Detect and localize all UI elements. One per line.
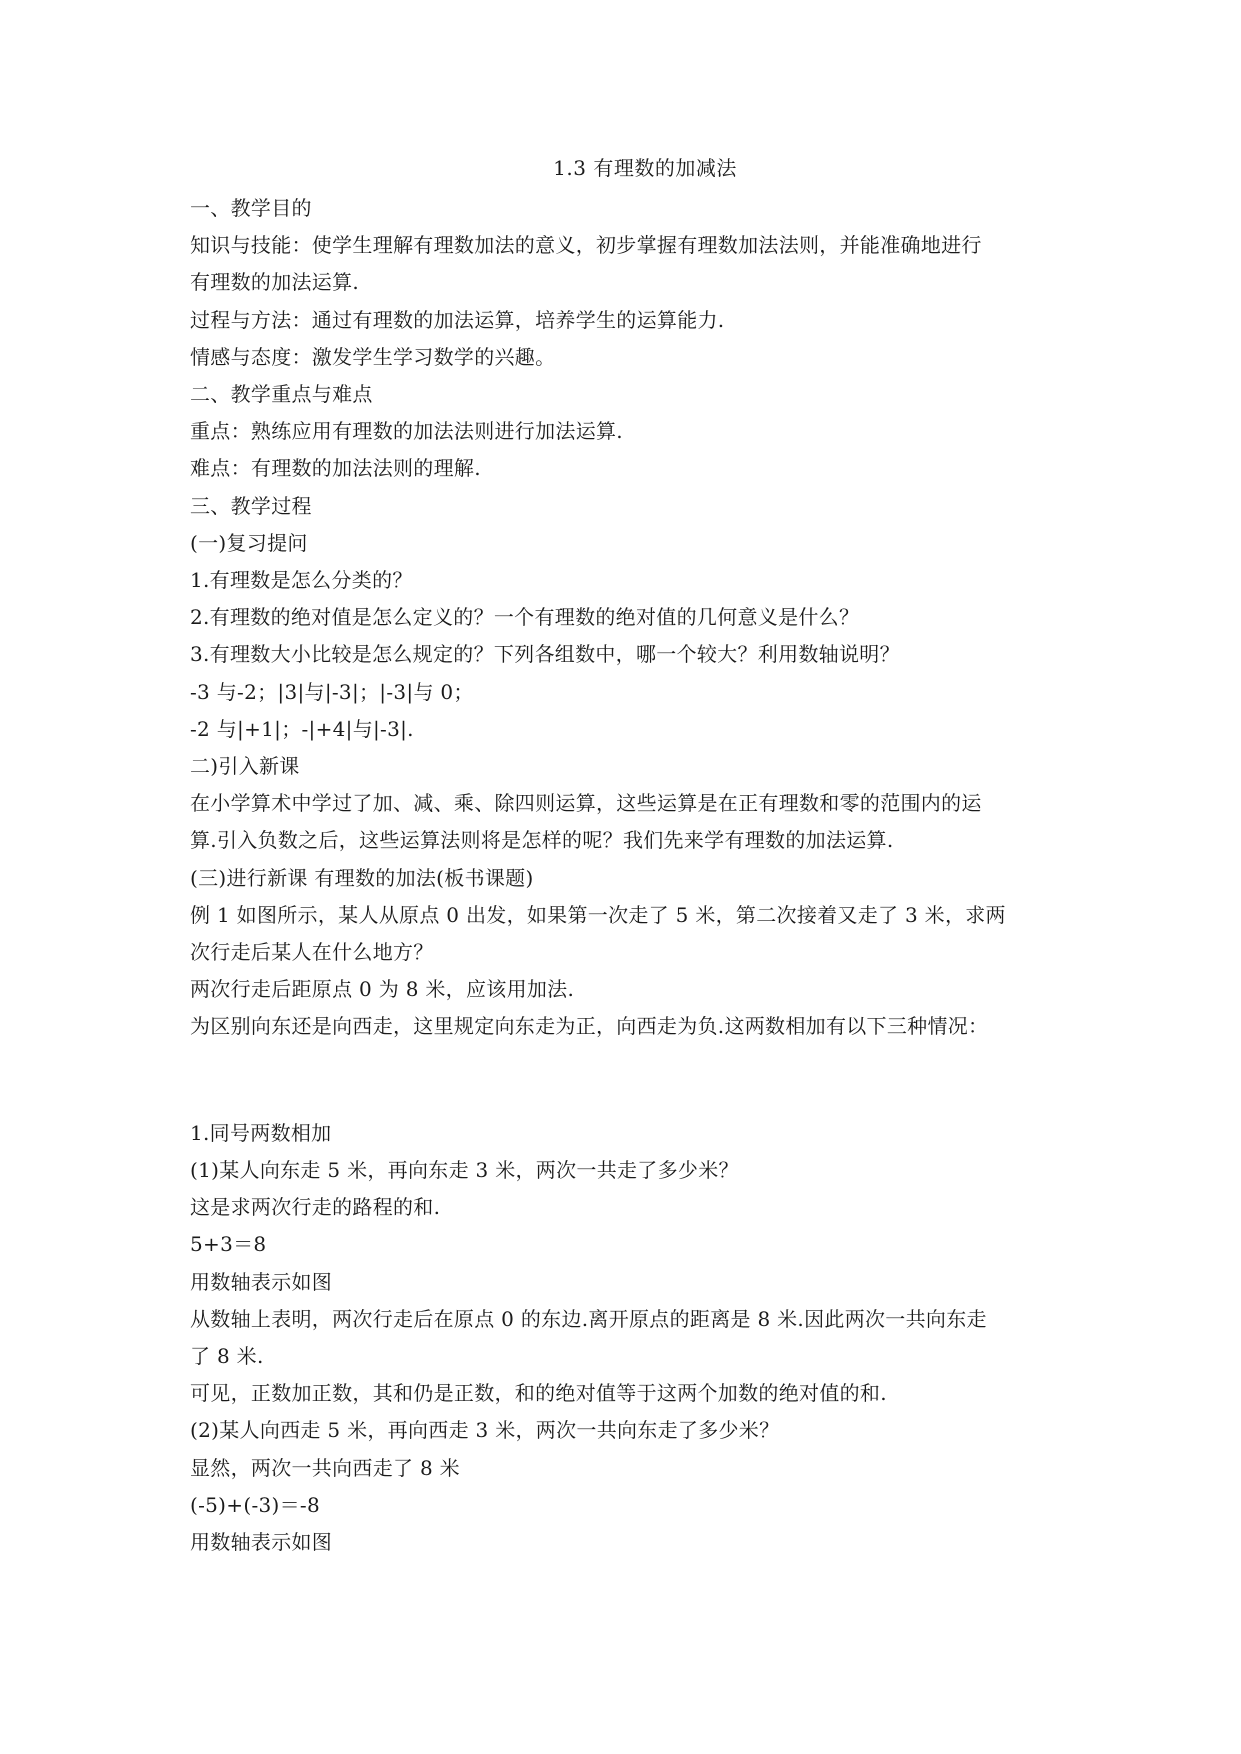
- text-line: 3.有理数大小比较是怎么规定的？下列各组数中，哪一个较大？利用数轴说明？: [190, 642, 900, 667]
- text-line: -3 与-2；|3|与|-3|；|-3|与 0；: [190, 679, 474, 704]
- text-line: (2)某人向西走 5 米，再向西走 3 米，两次一共向东走了多少米？: [190, 1418, 780, 1443]
- text-line: (1)某人向东走 5 米，再向东走 3 米，两次一共走了多少米？: [190, 1158, 739, 1183]
- text-line: 从数轴上表明，两次行走后在原点 0 的东边.离开原点的距离是 8 米.因此两次一共向东走: [190, 1306, 987, 1331]
- text-line: (-5)+(-3)＝-8: [190, 1492, 321, 1517]
- text-line: 二)引入新课: [190, 754, 300, 779]
- text-line: 情感与态度：激发学生学习数学的兴趣。: [190, 344, 556, 369]
- text-line: 了 8 米.: [190, 1344, 264, 1369]
- text-line: (一)复习提问: [190, 530, 308, 555]
- text-line: 算.引入负数之后，这些运算法则将是怎样的呢？我们先来学有理数的加法运算.: [190, 828, 894, 853]
- text-line: 5+3＝8: [190, 1232, 267, 1257]
- text-line: (三)进行新课 有理数的加法(板书课题): [190, 865, 534, 890]
- text-line: 次行走后某人在什么地方？: [190, 940, 434, 965]
- text-line: 2.有理数的绝对值是怎么定义的？一个有理数的绝对值的几何意义是什么？: [190, 605, 860, 630]
- text-line: 用数轴表示如图: [190, 1269, 333, 1294]
- text-line: 例 1 如图所示，某人从原点 0 出发，如果第一次走了 5 米，第二次接着又走了 3 米，求两: [190, 902, 1006, 927]
- text-line: 用数轴表示如图: [190, 1530, 333, 1555]
- text-line: 1.有理数是怎么分类的？: [190, 568, 413, 593]
- text-line: 1.同号两数相加: [190, 1120, 332, 1145]
- text-line: 三、教学过程: [190, 493, 312, 518]
- text-line: 难点：有理数的加法法则的理解.: [190, 456, 481, 481]
- text-line: 过程与方法：通过有理数的加法运算，培养学生的运算能力.: [190, 307, 725, 332]
- text-line: 为区别向东还是向西走，这里规定向东走为正，向西走为负.这两数相加有以下三种情况：: [190, 1014, 989, 1039]
- text-line: 知识与技能：使学生理解有理数加法的意义，初步掌握有理数加法法则，并能准确地进行: [190, 233, 982, 258]
- text-line: 有理数的加法运算.: [190, 270, 360, 295]
- text-line: 这是求两次行走的路程的和.: [190, 1195, 441, 1220]
- text-line: -2 与|+1|；-|+4|与|-3|.: [190, 716, 414, 741]
- text-line: 一、教学目的: [190, 196, 312, 220]
- document-body: [190, 190, 1060, 1561]
- text-line: 可见，正数加正数，其和仍是正数，和的绝对值等于这两个加数的绝对值的和.: [190, 1381, 887, 1406]
- text-line: 二、教学重点与难点: [190, 382, 373, 407]
- document-page: [190, 155, 1060, 1561]
- text-line: 在小学算术中学过了加、减、乘、除四则运算，这些运算是在正有理数和零的范围内的运: [190, 791, 982, 816]
- document-title: 1.3 有理数的加减法: [553, 156, 737, 180]
- text-line: 重点：熟练应用有理数的加法法则进行加法运算.: [190, 419, 623, 444]
- text-line: 显然，两次一共向西走了 8 米: [190, 1455, 460, 1480]
- blank-line: [190, 1062, 1060, 1099]
- text-line: 两次行走后距原点 0 为 8 米，应该用加法.: [190, 977, 575, 1002]
